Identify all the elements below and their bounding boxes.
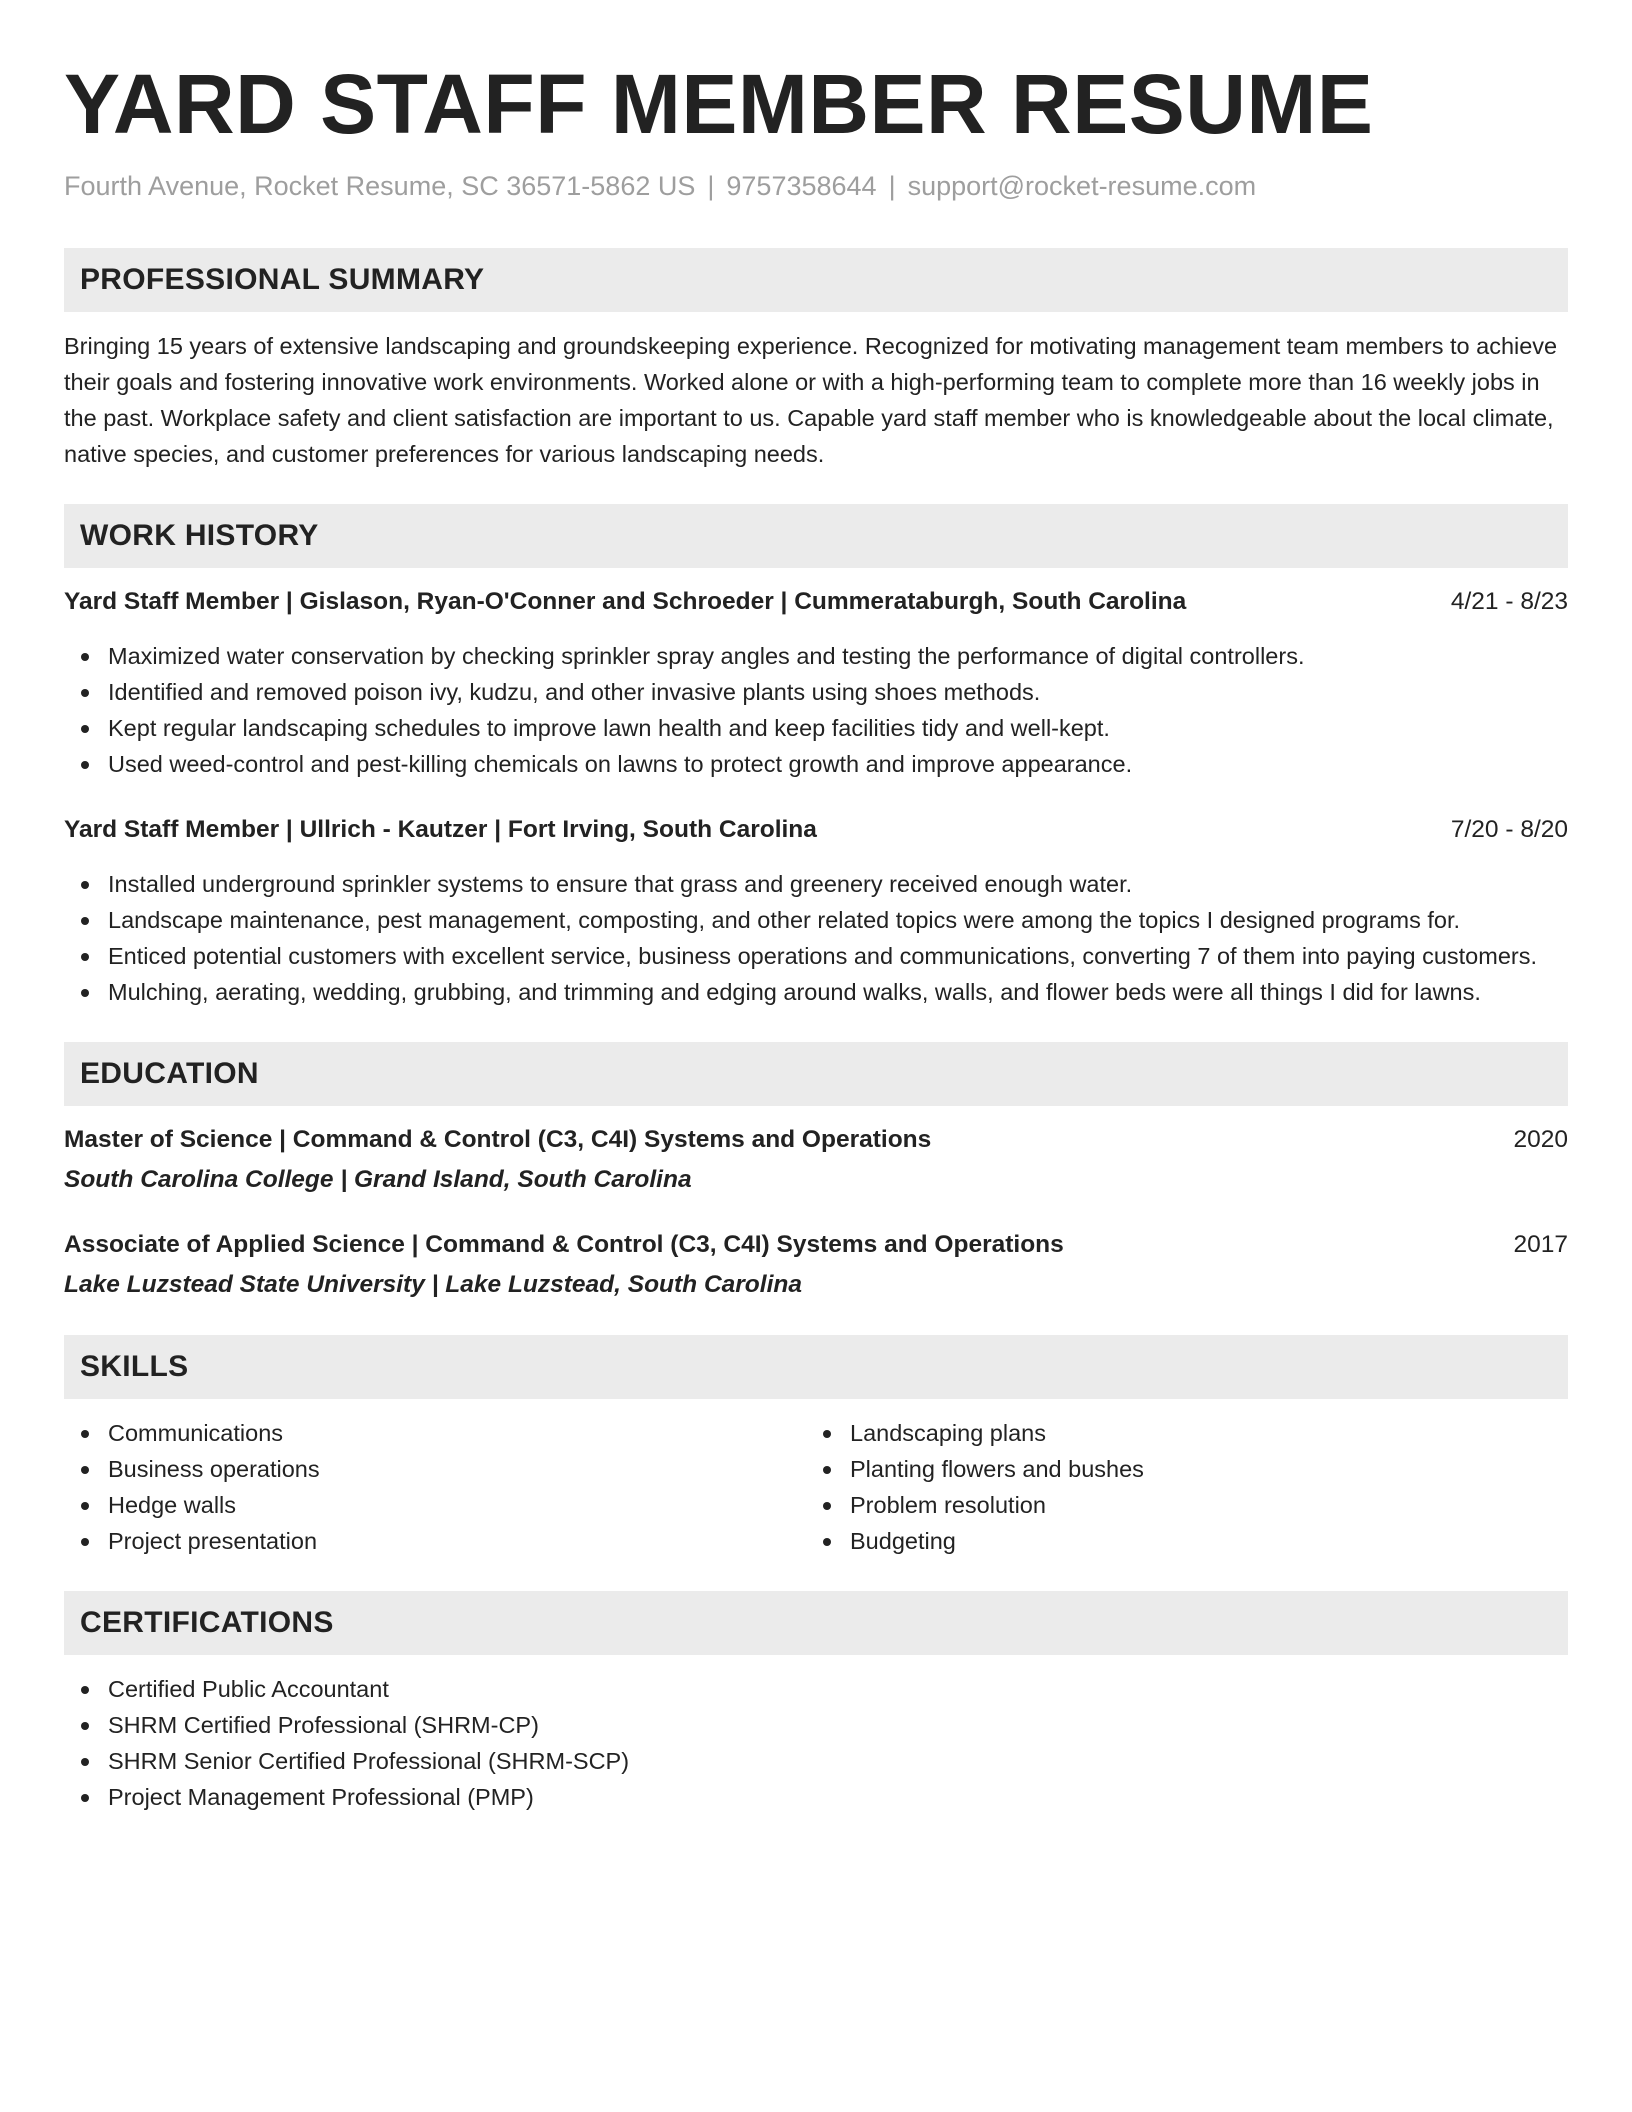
job-title: Yard Staff Member | Gislason, Ryan-O'Conner and Schroeder | Cummerataburgh, South Carolina (64, 588, 1187, 615)
job-entry (64, 584, 1568, 782)
job-bullet: Used weed-control and pest-killing chemicals on lawns to protect growth and improve appearance. (64, 746, 1568, 782)
section-header-work-history: WORK HISTORY (64, 504, 1568, 568)
job-header (64, 812, 1568, 848)
skill-item: Planting flowers and bushes (806, 1451, 1548, 1487)
skill-item: Project presentation (64, 1523, 806, 1559)
education-school: South Carolina College | Grand Island, South Carolina (64, 1166, 692, 1193)
education-year: 2020 (1513, 1126, 1568, 1153)
resume-page (64, 0, 1568, 1815)
job-entry (64, 812, 1568, 1010)
certification-item: SHRM Senior Certified Professional (SHRM-SCP) (64, 1743, 1568, 1779)
job-bullet-list (64, 866, 1568, 1010)
resume-title: YARD STAFF MEMBER RESUME (64, 57, 1374, 151)
section-header-certifications: CERTIFICATIONS (64, 1591, 1568, 1655)
contact-address: Fourth Avenue, Rocket Resume, SC 36571-5862 US (64, 171, 696, 201)
section-header-summary: PROFESSIONAL SUMMARY (64, 248, 1568, 312)
contact-line (64, 168, 1568, 204)
job-bullet: Enticed potential customers with excellent service, business operations and communications, converting 7 of them into paying customers. (64, 938, 1568, 974)
skill-item: Landscaping plans (806, 1415, 1548, 1451)
skill-item: Communications (64, 1415, 806, 1451)
education-header (64, 1227, 1568, 1263)
education-degree: Master of Science | Command & Control (C3, C4I) Systems and Operations (64, 1126, 932, 1153)
job-dates: 4/21 - 8/23 (1450, 588, 1568, 615)
section-header-skills: SKILLS (64, 1335, 1568, 1399)
contact-separator: | (707, 171, 715, 201)
job-title: Yard Staff Member | Ullrich - Kautzer | Fort Irving, South Carolina (64, 816, 817, 843)
contact-phone: 9757358644 (726, 171, 877, 201)
skill-item: Problem resolution (806, 1487, 1548, 1523)
job-bullet-list (64, 638, 1568, 782)
section-header-education: EDUCATION (64, 1042, 1568, 1106)
skills-list-right (806, 1415, 1548, 1559)
certification-item: Certified Public Accountant (64, 1671, 1568, 1707)
skills-list-left (64, 1415, 806, 1559)
skill-item: Hedge walls (64, 1487, 806, 1523)
skill-item: Budgeting (806, 1523, 1548, 1559)
job-bullet: Mulching, aerating, wedding, grubbing, and trimming and edging around walks, walls, and flower beds were all things I did for lawns. (64, 974, 1568, 1010)
summary-text: Bringing 15 years of extensive landscaping and groundskeeping experience. Recognized for motivating management team members to achieve their goals and fostering innovative work environments. Worked alone or with a high-performing team to complete more than 16 weekly jobs in the past. Workplace safety and client satisfaction are important to us. Capable yard staff member who is knowledgeable about the local climate, native species, and customer preferences for various landscaping needs. (64, 333, 1558, 467)
education-school: Lake Luzstead State University | Lake Luzstead, South Carolina (64, 1271, 802, 1298)
job-bullet: Kept regular landscaping schedules to improve lawn health and keep facilities tidy and well-kept. (64, 710, 1568, 746)
contact-email: support@rocket-resume.com (907, 171, 1257, 201)
job-dates: 7/20 - 8/20 (1450, 816, 1568, 843)
job-header (64, 584, 1568, 620)
job-bullet: Maximized water conservation by checking sprinkler spray angles and testing the performance of digital controllers. (64, 638, 1568, 674)
education-header (64, 1122, 1568, 1158)
job-bullet: Installed underground sprinkler systems to ensure that grass and greenery received enough water. (64, 866, 1568, 902)
education-year: 2017 (1513, 1231, 1568, 1258)
education-entry (64, 1227, 1568, 1303)
education-degree: Associate of Applied Science | Command & Control (C3, C4I) Systems and Operations (64, 1231, 1064, 1258)
contact-separator: | (888, 171, 896, 201)
job-bullet: Landscape maintenance, pest management, composting, and other related topics were among the topics I designed programs for. (64, 902, 1568, 938)
certification-item: SHRM Certified Professional (SHRM-CP) (64, 1707, 1568, 1743)
certification-item: Project Management Professional (PMP) (64, 1779, 1568, 1815)
education-entry (64, 1122, 1568, 1198)
job-bullet: Identified and removed poison ivy, kudzu, and other invasive plants using shoes methods. (64, 674, 1568, 710)
certifications-list (64, 1671, 1568, 1815)
skills-grid (64, 1415, 1568, 1559)
skill-item: Business operations (64, 1451, 806, 1487)
